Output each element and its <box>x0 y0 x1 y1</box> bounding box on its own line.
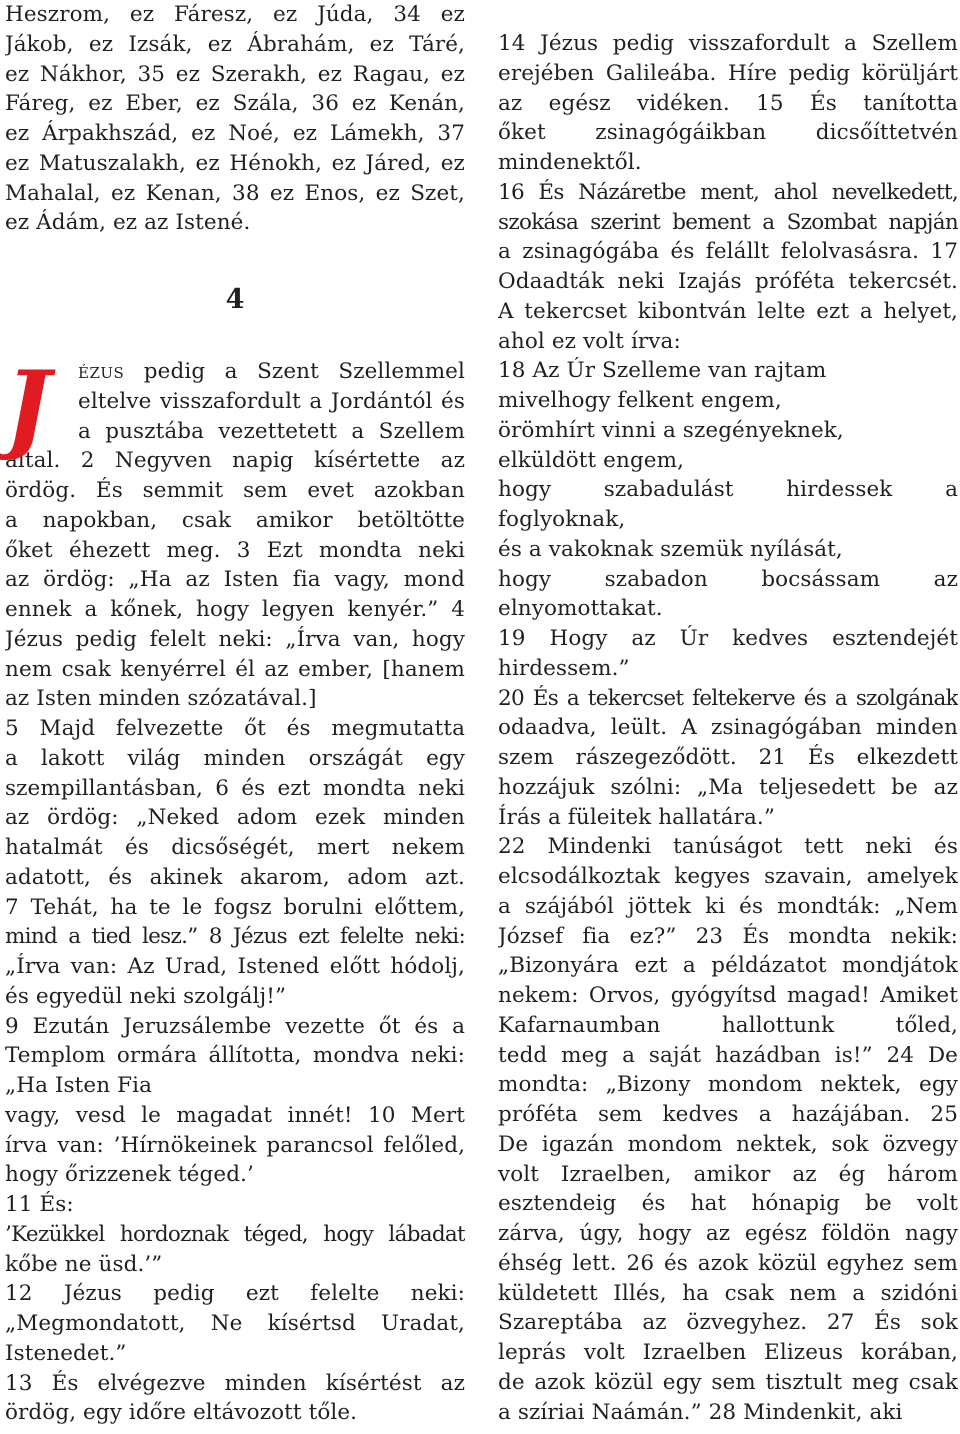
text-line: az Isten minden szózatával.] <box>5 686 317 712</box>
right-column <box>498 29 958 1427</box>
text-line: Istenedet.” <box>5 1340 127 1366</box>
text-line: esztendeig és hat hónapig be volt <box>498 1191 958 1217</box>
text-line: őket éhezett meg. 3 Ezt mondta neki <box>5 537 465 563</box>
text-line: a napokban, csak amikor betöltötte <box>5 507 465 533</box>
text-line: adatott, és akinek akarom, adom azt. <box>5 864 465 890</box>
text-line: hogy őrizzenek téged.’ <box>5 1162 254 1188</box>
text-line: 16 És Názáretbe ment, ahol nevelkedett, <box>498 179 958 205</box>
text-line: Jézus pedig felelt neki: „Írva van, hogy <box>5 626 465 652</box>
text-line: tedd meg a saját hazádban is!” 24 De <box>498 1042 958 1068</box>
text-line: hogy szabadulást hirdessek a <box>498 477 958 503</box>
text-line: Fáreg, ez Eber, ez Szála, 36 ez Kenán, <box>5 91 465 117</box>
text-line: 20 És a tekercset feltekerve és a szolgának <box>498 685 958 711</box>
text-line: József fia ez?” 23 És mondta nekik: <box>498 923 958 949</box>
text-line: 13 És elvégezve minden kísértést az <box>5 1370 465 1396</box>
text-line: ez Matuszalakh, ez Hénokh, ez Járed, ez <box>5 150 465 176</box>
text-line: a szíriai Naámán.” 28 Mindenkit, aki <box>498 1399 903 1425</box>
text-line: 5 Majd felvezette őt és megmutatta <box>5 716 465 741</box>
text-line: Írás a füleitek hallatára.” <box>498 804 775 830</box>
text-line: 9 Ezután Jeruzsálembe vezette őt és a <box>5 1013 465 1039</box>
text-line: éhség lett. 26 és azok közül egyhez sem <box>498 1250 958 1276</box>
text-line: kőbe ne üsd.’” <box>5 1251 163 1277</box>
text-line: ez Ádám, ez az Istené. <box>5 210 251 236</box>
text-line: elnyomottakat. <box>498 596 663 622</box>
text-line: 11 És: <box>5 1192 74 1217</box>
text-line: küldetett Illés, ha csak nem a szidóni <box>498 1280 958 1306</box>
text-line: ’Kezükkel hordoznak téged, hogy lábadat <box>5 1221 465 1247</box>
text-line: ördög, egy időre eltávozott tőle. <box>5 1400 358 1426</box>
text-line: örömhírt vinni a szegényeknek, <box>498 417 844 443</box>
text-line: foglyoknak, <box>498 507 626 532</box>
text-line: ahol ez volt írva: <box>498 328 681 354</box>
text-line: Szareptába az özvegyhez. 27 És sok <box>498 1310 958 1336</box>
text-line: a lakott világ minden országát egy <box>5 745 465 771</box>
text-line: mondta: „Bizony mondom nektek, egy <box>498 1072 958 1098</box>
text-line: zárva, úgy, hogy az egész földön nagy <box>498 1221 958 1246</box>
text-line: által. 2 Negyven napig kísértette az <box>5 448 465 474</box>
text-line: próféta sem kedves a hazájában. 25 <box>498 1102 958 1127</box>
text-line: ennek a kőnek, hogy legyen kenyér.” 4 <box>5 597 465 622</box>
text-line: Templom ormára állította, mondva neki: <box>5 1043 465 1069</box>
text-line: A tekercset kibontván lelte ezt a helyet, <box>498 298 958 324</box>
text-line: hogy szabadon bocsássam az <box>498 566 958 592</box>
text-line: elcsodálkoztak kegyes szavain, amelyek <box>498 864 958 889</box>
genealogy-paragraph <box>5 0 465 238</box>
text-line: eltelve visszafordult a Jordántól és <box>78 388 465 414</box>
opening-line-text: pedig a Szent Szellemmel <box>124 359 465 384</box>
text-line: 12 Jézus pedig ezt felelte neki: <box>5 1281 465 1307</box>
text-line: hirdessem.” <box>498 655 630 681</box>
text-line: szokása szerint bement a Szombat napján <box>498 209 958 235</box>
text-line: „Írva van: Az Urad, Istened előtt hódolj, <box>5 954 465 979</box>
chapter-number: 4 <box>225 284 245 315</box>
text-line: mivelhogy felkent engem, <box>498 388 782 413</box>
text-line: „Bizonyára ezt a példázatot mondjátok <box>498 953 958 979</box>
text-line: és a vakoknak szemük nyílását, <box>498 536 843 562</box>
text-line: az ördög: „Neked adom ezek minden <box>5 805 465 831</box>
text-line: és egyedül neki szolgálj!” <box>5 983 287 1009</box>
left-column <box>5 0 465 1428</box>
text-line: a szájából jöttek ki és mondták: „Nem <box>498 893 958 919</box>
text-line: írva van: ’Hírnökeinek parancsol felőled, <box>5 1132 465 1158</box>
text-line: a pusztába vezettetett a Szellem <box>78 418 465 444</box>
text-line: De igazán mondom nektek, sok özvegy <box>498 1131 958 1157</box>
text-line: őket zsinagógáikban dicsőíttetvén <box>498 120 958 146</box>
dropcap-lines <box>5 387 465 447</box>
text-line: odaadva, leült. A zsinagógában minden <box>498 715 958 741</box>
text-line: szempillantásban, 6 és ezt mondta neki <box>5 775 465 801</box>
chapter-body-left <box>5 446 465 1428</box>
text-line: nem csak kenyérrel él az ember, [hanem <box>5 656 465 682</box>
text-line: Jákob, ez Izsák, ez Ábrahám, ez Táré, <box>5 31 465 57</box>
text-line: 7 Tehát, ha te le fogsz borulni előttem, <box>5 894 465 920</box>
first-word-smallcaps: ÉZUS <box>78 364 125 382</box>
text-line: az egész vidéken. 15 És tanította <box>498 90 958 116</box>
text-line: erejében Galileába. Híre pedig körüljárt <box>498 60 958 86</box>
text-line: hatalmát és dicsőségét, mert nekem <box>5 835 465 860</box>
text-line: ördög. És semmit sem evet azokban <box>5 478 465 503</box>
text-line: ez Árpakhszád, ez Noé, ez Lámekh, 37 <box>5 121 465 146</box>
text-line: nekem: Orvos, gyógyítsd magad! Amiket <box>498 983 958 1008</box>
text-line: 22 Mindenki tanúságot tett neki és <box>498 834 958 860</box>
text-line: Odaadták neki Izajás próféta tekercsét. <box>498 269 958 294</box>
chapter-heading <box>5 238 465 357</box>
text-line: hozzájuk szólni: „Ma teljesedett be az <box>498 774 958 800</box>
text-line: ez Nákhor, 35 ez Szerakh, ez Ragau, ez <box>5 61 465 87</box>
text-line: mind a tied lesz.” 8 Jézus ezt felelte neki: <box>5 924 465 950</box>
text-line: elküldött engem, <box>498 447 685 473</box>
text-line: 18 Az Úr Szelleme van rajtam <box>498 358 827 384</box>
text-line: 19 Hogy az Úr kedves esztendejét <box>498 626 958 651</box>
opening-line <box>5 357 465 387</box>
text-line: Heszrom, ez Fáresz, ez Júda, 34 ez <box>5 2 465 27</box>
text-line: szem rászegeződött. 21 És elkezdett <box>498 745 958 770</box>
text-line: leprás volt Izraelben Elizeus korában, <box>498 1340 958 1365</box>
text-line: vagy, vesd le magadat innét! 10 Mert <box>5 1102 465 1128</box>
text-line: „Ha Isten Fia <box>5 1073 153 1098</box>
drop-cap: J <box>5 350 51 463</box>
chapter-body-right <box>498 29 958 1427</box>
text-line: de azok közül egy sem tisztult meg csak <box>498 1369 958 1395</box>
text-line: „Megmondatott, Ne kísértsd Uradat, <box>5 1311 465 1336</box>
text-line: Kafarnaumban hallottunk tőled, <box>498 1012 958 1038</box>
text-line: a zsinagógába és felállt felolvasásra. 17 <box>498 239 958 265</box>
text-line: 14 Jézus pedig visszafordult a Szellem <box>498 31 958 56</box>
text-line: az ördög: „Ha az Isten fia vagy, mond <box>5 567 465 593</box>
text-line: volt Izraelben, amikor az ég három <box>498 1161 958 1187</box>
text-line: Mahalal, ez Kenan, 38 ez Enos, ez Szet, <box>5 180 465 206</box>
text-line: mindenektől. <box>498 150 642 175</box>
